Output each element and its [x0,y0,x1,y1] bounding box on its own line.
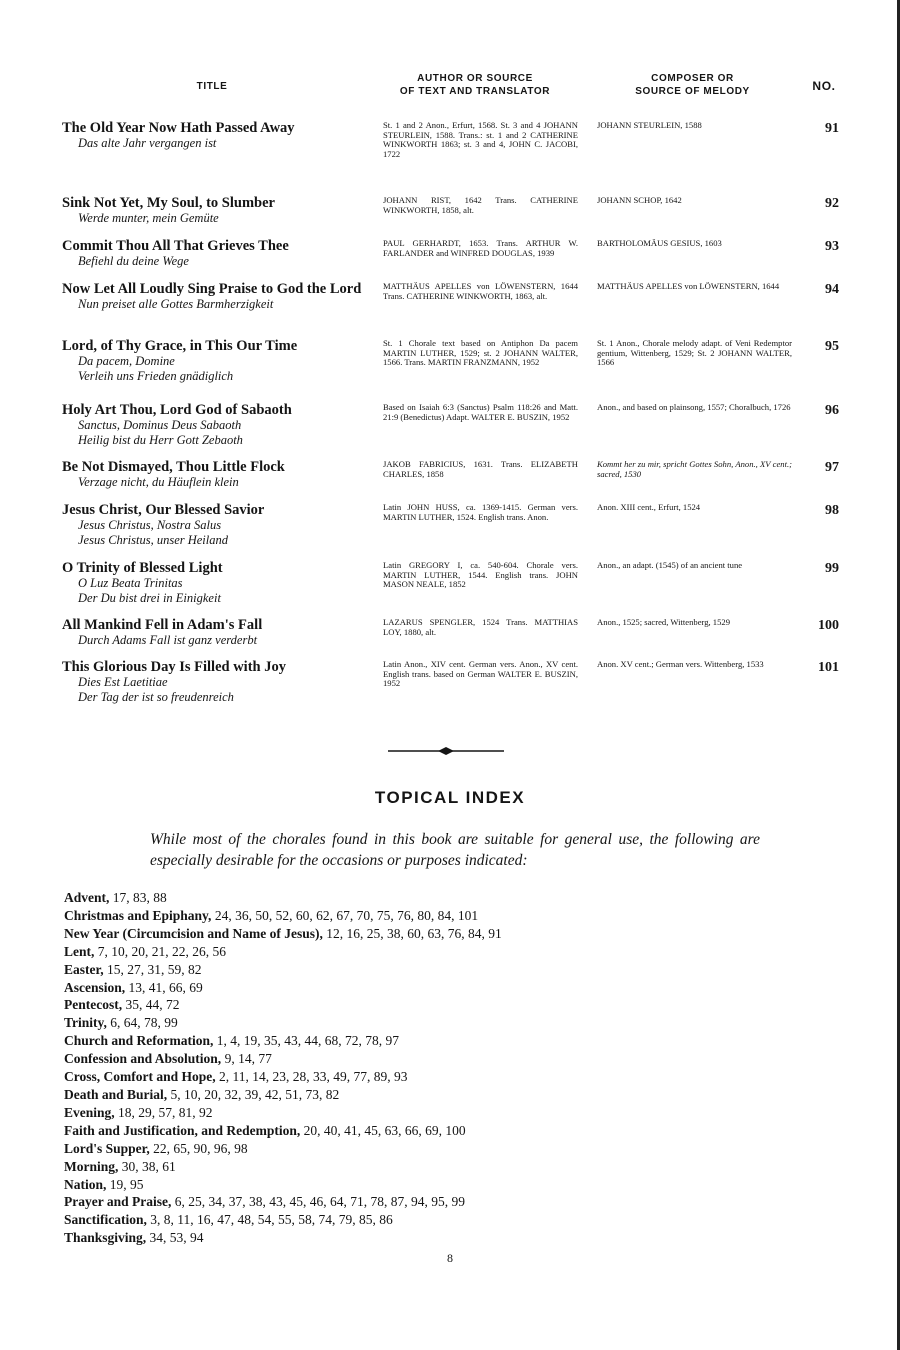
hymn-alt-title: O Luz Beata Trinitas [78,576,183,590]
hymn-title-text: All Mankind Fell in Adam's Fall [62,617,263,633]
topic-item [64,943,824,961]
hymn-composer: MATTHÄUS APELLES von LÖWENSTERN, 1644 [597,281,780,291]
hymn-title [62,121,372,151]
topic-item [64,1122,824,1140]
hymn-author: MATTHÄUS APELLES von LÖWENSTERN, 1644 Trans. CATHERINE WINKWORTH, 1863, alt. [383,281,578,301]
hymn-alt-title: Dies Est Laetitiae [78,675,168,689]
hymn-number: 92 [825,196,839,211]
topic-name: Death and Burial, [64,1086,168,1102]
topic-numbers: 22, 65, 90, 96, 98 [153,1140,248,1156]
header-author-line1: AUTHOR OR SOURCE [417,73,533,84]
hymn-author: LAZARUS SPENGLER, 1524 Trans. MATTHIAS LOY, 1880, alt. [383,617,578,637]
topic-numbers: 35, 44, 72 [125,997,180,1013]
hymn-composer: JOHANN STEURLEIN, 1588 [597,120,702,130]
hymn-alt-title: Verleih uns Frieden gnädiglich [78,368,234,383]
hymn-author: Latin Anon., XIV cent. German vers. Anon., XV cent. English trans. based on German WALTER E. BUSZIN, 1952 [383,659,578,689]
topic-item [64,889,824,907]
hymn-title [62,196,372,226]
hymn-title [62,660,372,704]
topic-name: Confession and Absolution, [64,1051,222,1067]
hymn-title [62,403,372,447]
topical-index-title: TOPICAL INDEX [374,788,526,807]
topic-item [64,1229,824,1247]
topic-name: Ascension, [64,979,126,995]
topic-numbers: 17, 83, 88 [112,890,167,905]
hymn-number: 91 [825,121,839,136]
topic-name: New Year (Circumcision and Name of Jesus), [64,925,323,941]
hymn-title [62,503,372,547]
topic-numbers: 7, 10, 20, 21, 22, 26, 56 [97,943,226,959]
page-number: 8 [447,1251,453,1265]
hymn-composer: Anon., and based on plainsong, 1557; Choralbuch, 1726 [597,402,791,412]
topic-item [64,1086,824,1104]
hymn-alt-title: Der Tag der ist so freudenreich [78,689,234,704]
hymn-composer: Anon. XIII cent., Erfurt, 1524 [597,502,701,512]
topic-name: Lord's Supper, [64,1140,150,1156]
hymn-title [62,561,372,605]
hymn-title-text: Sink Not Yet, My Soul, to Slumber [62,195,275,211]
hymn-number: 96 [825,403,839,418]
hymn-alt-title: Sanctus, Dominus Deus Sabaoth [78,418,242,432]
topic-name: Sanctification, [64,1212,147,1228]
hymn-composer: Anon. XV cent.; German vers. Wittenberg, 1533 [597,659,764,669]
topic-item [64,1158,824,1176]
topic-numbers: 34, 53, 94 [149,1230,204,1246]
topic-name: Christmas and Epiphany, [64,907,212,923]
hymn-composer: St. 1 Anon., Chorale melody adapt. of Veni Redemptor gentium, Wittenberg, 1529; St. 2 JOHANN WALTER, 1566 [597,338,792,368]
topic-item [64,1176,824,1194]
hymn-title [62,618,372,648]
topic-numbers: 24, 36, 50, 52, 60, 62, 67, 70, 75, 76, 80, 84, 101 [214,907,479,923]
topic-numbers: 30, 38, 61 [121,1158,176,1174]
hymn-alt-title: Heilig bist du Herr Gott Zebaoth [78,432,243,447]
topic-name: Evening, [64,1104,115,1120]
hymn-title [62,282,372,312]
hymn-alt-title: Durch Adams Fall ist ganz verderbt [78,633,258,647]
topic-name: Trinity, [64,1015,107,1031]
topic-name: Morning, [64,1158,119,1174]
hymn-alt-title: Das alte Jahr vergangen ist [78,136,217,150]
hymn-title [62,460,372,490]
hymn-alt-title: Jesus Christus, unser Heiland [78,532,228,547]
topic-item [64,979,824,997]
topic-numbers: 12, 16, 25, 38, 60, 63, 76, 84, 91 [326,925,502,941]
hymn-alt-title: Nun preiset alle Gottes Barmherzigkeit [78,297,274,311]
hymn-author: JOHANN RIST, 1642 Trans. CATHERINE WINKWORTH, 1858, alt. [383,195,578,215]
hymn-title-text: Now Let All Loudly Sing Praise to God the Lord [62,281,362,297]
hymn-title [62,339,372,383]
hymn-title-text: This Glorious Day Is Filled with Joy [62,659,286,675]
hymn-number: 101 [818,660,839,675]
hymn-title-text: Holy Art Thou, Lord God of Sabaoth [62,402,292,418]
topic-item [64,961,824,979]
topic-name: Nation, [64,1176,107,1192]
hymn-alt-title: Jesus Christus, Nostra Salus [78,518,222,532]
hymn-title-text: Jesus Christ, Our Blessed Savior [62,502,265,518]
hymn-title-text: Lord, of Thy Grace, in This Our Time [62,338,298,354]
hymn-composer: JOHANN SCHOP, 1642 [597,195,682,205]
hymn-composer: Anon., 1525; sacred, Wittenberg, 1529 [597,617,730,627]
topic-item [64,1032,824,1050]
hymn-author: Based on Isaiah 6:3 (Sanctus) Psalm 118:26 and Matt. 21:9 (Benedictus) Adapt. WALTER E. BUSZIN, 1952 [383,402,578,422]
hymn-title [62,239,372,269]
hymn-author: St. 1 Chorale text based on Antiphon Da pacem MARTIN LUTHER, 1529; st. 2 JOHANN WALTER, 1566. Trans. MARTIN FRANZMANN, 1952 [383,338,578,368]
topic-numbers: 2, 11, 14, 23, 28, 33, 49, 77, 89, 93 [219,1069,408,1085]
hymn-number: 99 [825,561,839,576]
hymn-number: 98 [825,503,839,518]
topic-item [64,1014,824,1032]
hymn-alt-title: Verzage nicht, du Häuflein klein [78,475,239,489]
topic-numbers: 20, 40, 41, 45, 63, 66, 69, 100 [303,1122,466,1138]
header-composer [600,72,785,98]
divider-ornament-icon [386,745,506,757]
hymn-composer: Kommt her zu mir, spricht Gottes Sohn, Anon., XV cent.; sacred, 1530 [597,459,792,479]
topic-list [64,889,824,1247]
topic-numbers: 13, 41, 66, 69 [128,979,203,995]
hymn-number: 93 [825,239,839,254]
hymn-alt-title: Der Du bist drei in Einigkeit [78,590,221,605]
topic-item [64,1193,824,1211]
topic-numbers: 19, 95 [109,1176,144,1192]
topic-name: Church and Reformation, [64,1033,214,1049]
topic-numbers: 6, 64, 78, 99 [110,1015,178,1031]
hymn-title-text: Be Not Dismayed, Thou Little Flock [62,459,285,475]
topic-name: Pentecost, [64,997,123,1013]
header-author-line2: OF TEXT AND TRANSLATOR [399,86,551,97]
hymn-author: PAUL GERHARDT, 1653. Trans. ARTHUR W. FARLANDER and WINFRED DOUGLAS, 1939 [383,238,578,258]
topic-item [64,1068,824,1086]
topic-name: Faith and Justification, and Redemption, [64,1122,301,1138]
hymn-alt-title: Da pacem, Domine [78,354,175,368]
hymn-title-text: O Trinity of Blessed Light [62,560,223,576]
topic-name: Lent, [64,943,95,959]
topic-numbers: 15, 27, 31, 59, 82 [107,961,202,977]
topical-index-intro: While most of the chorales found in this book are suitable for general use, the following are especially desirable for the occasions or purposes indicated: [150,831,760,869]
topic-numbers: 1, 4, 19, 35, 43, 44, 68, 72, 78, 97 [216,1033,400,1049]
topic-numbers: 18, 29, 57, 81, 92 [118,1104,213,1120]
header-title: TITLE [196,81,228,92]
hymn-author: Latin JOHN HUSS, ca. 1369-1415. German vers. MARTIN LUTHER, 1524. English trans. Anon. [383,502,578,522]
hymn-composer: BARTHOLOMÄUS GESIUS, 1603 [597,238,722,248]
hymn-author: St. 1 and 2 Anon., Erfurt, 1568. St. 3 and 4 JOHANN STEURLEIN, 1588. Trans.: st. 1 and 2 CATHERINE WINKWORTH 1863; st. 3 and 4, JOHN C. JACOBI, 1722 [383,120,578,159]
topic-item [64,907,824,925]
topic-item [64,1211,824,1229]
topic-item [64,996,824,1014]
topic-name: Advent, [64,890,110,905]
hymn-number: 95 [825,339,839,354]
topic-numbers: 6, 25, 34, 37, 38, 43, 45, 46, 64, 71, 78, 87, 94, 95, 99 [174,1194,465,1210]
header-composer-line1: COMPOSER OR [651,73,734,84]
topic-item [64,1104,824,1122]
topic-name: Prayer and Praise, [64,1194,172,1210]
topic-item [64,925,824,943]
hymn-number: 94 [825,282,839,297]
header-number: NO. [812,79,836,93]
topic-name: Easter, [64,961,104,977]
hymn-author: Latin GREGORY I, ca. 540-604. Chorale vers. MARTIN LUTHER, 1544. English trans. JOHN MASON NEALE, 1852 [383,560,578,590]
hymn-number: 100 [818,618,839,633]
topic-item [64,1050,824,1068]
topic-numbers: 9, 14, 77 [224,1051,272,1067]
hymn-alt-title: Befiehl du deine Wege [78,254,189,268]
hymn-title-text: The Old Year Now Hath Passed Away [62,120,295,136]
topic-name: Cross, Comfort and Hope, [64,1069,216,1085]
hymn-title-text: Commit Thou All That Grieves Thee [62,238,289,254]
topic-numbers: 3, 8, 11, 16, 47, 48, 54, 55, 58, 74, 79, 85, 86 [150,1212,393,1228]
topic-item [64,1140,824,1158]
hymn-alt-title: Werde munter, mein Gemüte [78,211,219,225]
hymn-composer: Anon., an adapt. (1545) of an ancient tune [597,560,743,570]
hymn-number: 97 [825,460,839,475]
topic-name: Thanksgiving, [64,1230,147,1246]
topic-numbers: 5, 10, 20, 32, 39, 42, 51, 73, 82 [170,1086,340,1102]
header-author [380,72,570,98]
header-composer-line2: SOURCE OF MELODY [635,86,750,97]
hymn-author: JAKOB FABRICIUS, 1631. Trans. ELIZABETH CHARLES, 1858 [383,459,578,479]
